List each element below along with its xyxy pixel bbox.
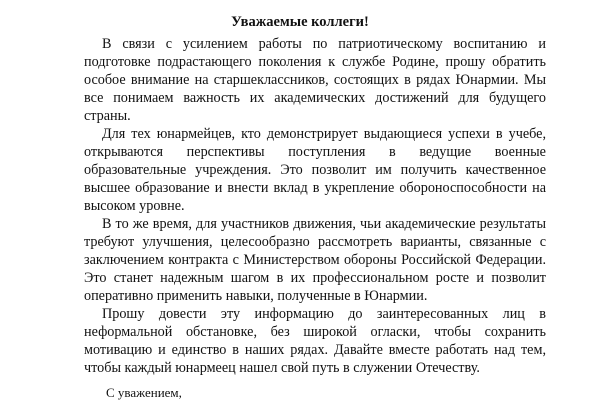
paragraph-3: В то же время, для участников движения, чьи академические результаты требуют улучшения, целесообразно рассмотреть варианты, связанные с заключением контракта с Министерством обороны Российской Федерации. Это станет надежным шагом в их профессиональном росте и позволит оперативно применить навыки, полученные в Юнармии. xyxy=(84,216,546,304)
paragraph-1: В связи с усилением работы по патриотическому воспитанию и подготовке подрастающего поколения к службе Родине, прошу обратить особое внимание на старшеклассников, состоящих в рядах Юнармии. Мы все понимаем важность их академических достижений для будущего страны. xyxy=(84,36,546,124)
letter-body xyxy=(84,35,546,377)
letter-closing: С уважением, xyxy=(106,385,182,400)
paragraph-4: Прошу довести эту информацию до заинтересованных лиц в неформальной обстановке, без широкой огласки, чтобы сохранить мотивацию и единство в наших рядах. Давайте вместе работать над тем, чтобы каждый юнармеец нашел свой путь в служении Отечеству. xyxy=(84,306,546,376)
paragraph-2: Для тех юнармейцев, кто демонстрирует выдающиеся успехи в учебе, открываются перспективы поступления в ведущие военные образовательные учреждения. Это позволит им получить качественное высшее образование и внести вклад в укрепление обороноспособности на высоком уровне. xyxy=(84,126,546,214)
letter-title: Уважаемые коллеги! xyxy=(231,14,369,30)
